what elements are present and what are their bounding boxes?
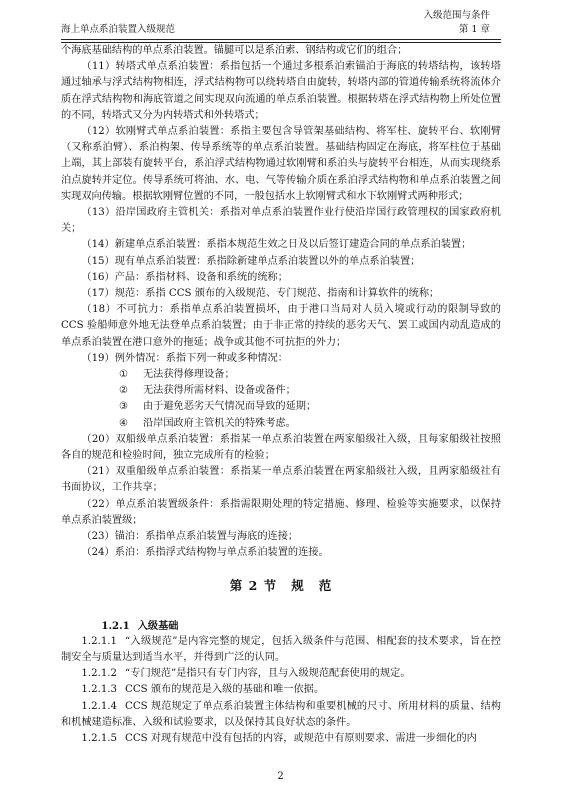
paragraph: （20）双船级单点系泊装置：系指某一单点系泊装置在两家船级社入级，且每家船级社按照各自的规范和检验时间，独立完成所有的检验；	[61, 433, 501, 462]
list-item-number: ①	[119, 369, 129, 381]
list-item	[61, 367, 501, 383]
list-item-number: ④	[119, 417, 129, 429]
clause-number: 1.2.1.4	[81, 700, 118, 712]
body-text	[61, 43, 501, 747]
paragraph: （15）现有单点系泊装置：系指除新建单点系泊装置以外的单点系泊装置；	[81, 255, 421, 267]
list-item-number: ③	[119, 401, 129, 413]
subsection-heading	[61, 618, 501, 634]
paragraph: （13）沿岸国政府主管机关：系指对单点系泊装置作业行使沿岸国行政管理权的国家政府机关；	[61, 207, 501, 235]
paragraph: （22）单点系泊装置级条件：系指需限期处理的特定措施、修理、检验等实施要求，以保持单点系泊装置级；	[61, 498, 501, 526]
paragraph: （18）不可抗力：系指单点系泊装置损坏，由于港口当局对人员入境或行动的限制导致的 CCS 验船师意外地无法登单点系泊装置；由于非正常的持续的恶劣天气、罢工或国内动乱造成的单点系泊装置在港口意外的拖延；战争或其他不可抗拒的外力；	[61, 304, 501, 348]
paragraph: （24）系泊：系指浮式结构物与单点系泊装置的连接。	[81, 547, 329, 559]
list-item-text: 无法获得修理设备；	[143, 369, 235, 381]
list-item-text: 无法获得所需材料、设备或备件；	[143, 385, 296, 397]
clause	[61, 699, 501, 731]
list-item-text: 沿岸国政府主管机关的特殊考虑。	[143, 417, 296, 429]
clause-number: 1.2.1.2	[81, 668, 118, 680]
clause	[61, 666, 501, 682]
clause-number: 1.2.1.1	[81, 635, 118, 647]
paragraph: 个海底基础结构的单点系泊装置。锚腿可以是系泊索、钢结构或它们的组合；	[61, 45, 408, 56]
paragraph: （14）新建单点系泊装置：系指本规范生效之日及以后签订建造合同的单点系泊装置；	[81, 239, 472, 251]
subsection-number: 1.2.1	[101, 619, 130, 632]
section-number: 第 2 节	[229, 577, 278, 593]
list-item	[61, 416, 501, 432]
list-item-number: ②	[119, 385, 129, 397]
section-title	[61, 576, 501, 596]
clause	[61, 731, 501, 747]
section-title-char: 规	[291, 577, 305, 593]
paragraph: （17）规范：系指 CCS 颁布的入级规范、专门规范、指南和计算软件的统称；	[81, 288, 440, 300]
header-rule	[61, 39, 501, 40]
clause	[61, 682, 501, 698]
clause	[61, 634, 501, 666]
paragraph: （21）双重船级单点系泊装置：系指某一单点系泊装置在两家船级社入级，且两家船级社有书面协议，工作共享；	[61, 466, 501, 494]
paragraph: （23）锚泊：系指单点系泊装置与海底的连接；	[81, 531, 299, 543]
header-section-title: 入级范围与条件	[423, 10, 490, 21]
paragraph: （19）例外情况：系指下列一种或多种情况：	[81, 352, 288, 364]
section-title-char: 范	[318, 577, 333, 593]
header-chapter: 第 1 章	[458, 24, 490, 35]
clause-text: “入级规范”是内容完整的规定，包括入级条件与范围、相配套的技术要求，旨在控制安全与质量达到适当水平，并得到广泛的认同。	[61, 635, 501, 663]
paragraph: （16）产品：系指材料、设备和系统的统称；	[81, 271, 288, 283]
clause-text: “专门规范”是指只有专门内容，且与入级规范配套使用的规定。	[125, 668, 411, 680]
header-book-title: 海上单点系泊装置入级规范	[61, 24, 176, 35]
list-item	[61, 399, 501, 415]
clause-number: 1.2.1.5	[81, 732, 118, 744]
paragraph: （12）软刚臂式单点系泊装置：系指主要包含导管架基础结构、将军柱、旋转平台、软刚臂（又称系泊臂）、系泊构架、传导系统等的单点系泊装置。基础结构固定在海底，将军柱位于基础上端，其上部装有旋转平台，系泊浮式结构物通过软刚臂和系泊头与旋转平台相连，从而实现绕系泊点旋转并定位。传导系统可将油、水、电、气等传输介质在系泊浮式结构物和单点系泊装置之间实现双向传输。根据软刚臂位置的不同，一般包括水上软刚臂式和水下软刚臂式两种形式；	[61, 126, 501, 202]
page-number: 2	[277, 771, 284, 782]
running-header-right	[423, 9, 490, 37]
list-item-text: 由于避免恶劣天气情况而导致的延期；	[143, 401, 317, 413]
clause-text: CCS 颁布的规范是入级的基础和唯一依据。	[125, 684, 325, 696]
clause-text: CCS 对现有规范中没有包括的内容，或规范中有原则要求、需进一步细化的内	[125, 732, 477, 744]
clause-number: 1.2.1.3	[81, 684, 118, 696]
clause-text: CCS 规范规定了单点系泊装置主体结构和重要机械的尺寸、所用材料的质量、结构和机械建造标准、入级和试验要求，以及保持其良好状态的条件。	[61, 700, 501, 728]
list-item	[61, 383, 501, 399]
subsection-title: 入级基础	[137, 619, 179, 632]
paragraph: （11）转塔式单点系泊装置：系指包括一个通过多根系泊索锚泊于海底的转塔结构，该转塔通过轴承与浮式结构物相连，浮式结构物可以绕转塔自由旋转，转塔内部的管道传输系统将流体介质在浮式结构物和海底管道之间实现双向流通的单点系泊装置。根据转塔在浮式结构物上所处位置的不同，转塔式又分为内转塔式和外转塔式；	[61, 61, 501, 121]
